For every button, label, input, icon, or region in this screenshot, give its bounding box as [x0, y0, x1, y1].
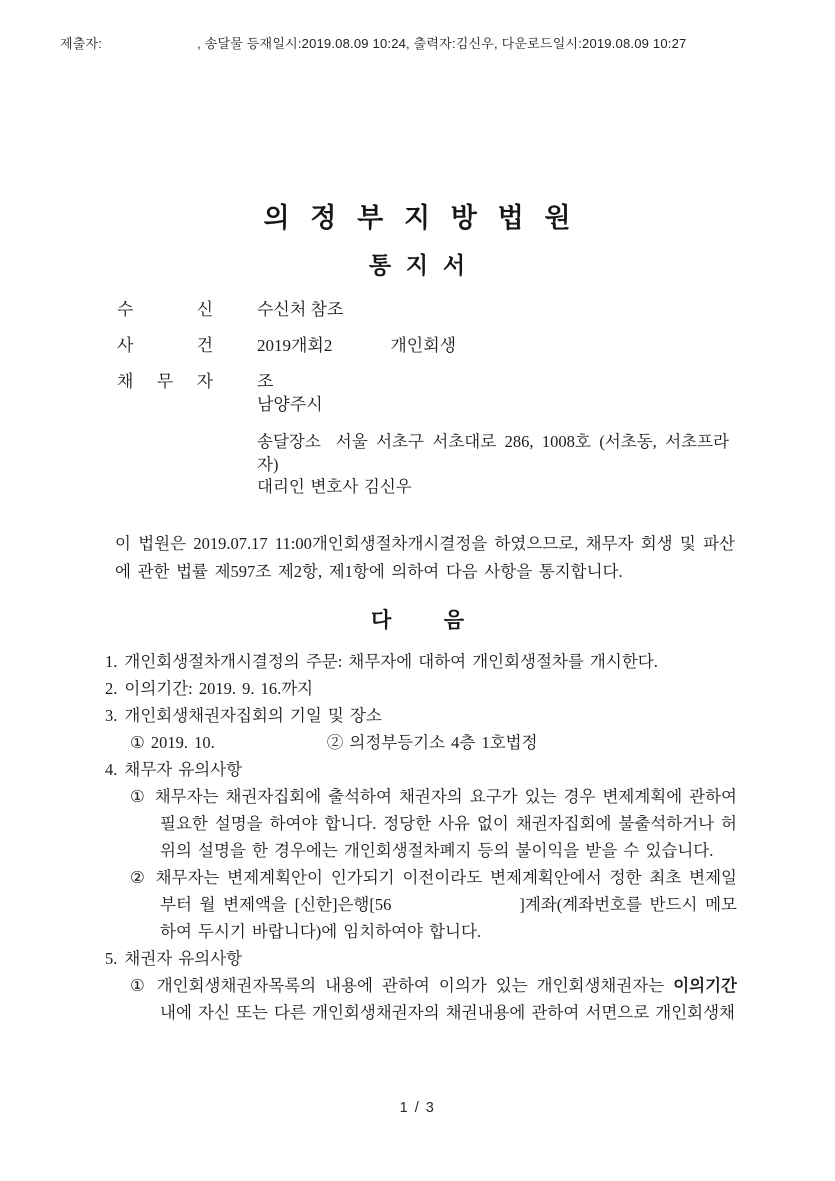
recipient-value: 수신처 참조 [257, 300, 344, 319]
notice-item-4-sub-2 [105, 864, 737, 945]
delivery-address-block [257, 431, 729, 499]
item-4-sub-2-text-after: ]계좌(계좌번호를 반드시 메모하여 두시기 바랍니다)에 임치하여야 합니다. [160, 895, 737, 941]
item-5-number: 5. [105, 949, 118, 968]
item-1-text: 개인회생절차개시결정의 주문: 채무자에 대하여 개인회생절차를 개시한다. [124, 652, 658, 671]
item-5-sub-1-marker: ① [130, 976, 148, 995]
objection-period-emphasis: 이의기간 [673, 976, 737, 995]
item-4-sub-2-text-before: 채무자는 변제계획안이 인가되기 이전이라도 변제계획안에서 정한 최초 변제일부터 월 변제액을 [신한]은행[56 [155, 868, 737, 914]
notice-item-4-sub-1 [105, 783, 737, 864]
delivery-place-label: 송달장소 [257, 432, 321, 451]
item-5-text: 채권자 유의사항 [124, 949, 243, 968]
item-3-number: 3. [105, 706, 118, 725]
notice-item-5-sub-1 [105, 972, 737, 1026]
meeting-place: ② 의정부등기소 4층 1호법정 [326, 733, 538, 752]
document-type-title: 통 지 서 [368, 253, 467, 278]
case-number: 2019개회2 [257, 336, 333, 355]
submitter-label: 제출자: [60, 36, 103, 51]
case-label: 사 건 [117, 336, 213, 355]
item-5-sub-1-text-before: 개인회생채권자목록의 내용에 관하여 이의가 있는 개인회생채권자는 [156, 976, 674, 995]
item-4-sub-1-text: 채무자는 채권자집회에 출석하여 채권자의 요구가 있는 경우 변제계획에 관하여 필요한 설명을 하여야 합니다. 정당한 사유 없이 채권자집회에 불출석하거나 허위의 설명을 한 경우에는 개인회생절차폐지 등의 불이익을 받을 수 있습니다. [154, 787, 737, 860]
case-row [117, 335, 456, 358]
notice-items-list [105, 648, 737, 1026]
item-4-sub-2-marker: ② [130, 868, 147, 887]
debtor-label: 채 무 자 [117, 372, 213, 391]
notice-item-4 [105, 756, 737, 783]
attorney-line: 대리인 변호사 김신우 [257, 477, 412, 496]
notice-item-2 [105, 675, 737, 702]
notice-item-5 [105, 945, 737, 972]
recipient-label: 수 신 [117, 300, 213, 319]
debtor-row [117, 371, 323, 416]
item-3-text: 개인회생채권자집회의 기일 및 장소 [124, 706, 382, 725]
case-type: 개인회생 [390, 336, 457, 355]
item-2-text: 이의기간: 2019. 9. 16.까지 [124, 679, 314, 698]
item-4-text: 채무자 유의사항 [124, 760, 243, 779]
delivery-address: 서울 서초구 서초대로 286, 1008호 (서초동, 서초프라자) [257, 432, 729, 474]
notice-intro-paragraph: 이 법원은 2019.07.17 11:00개인회생절차개시결정을 하였으므로, 채무자 회생 및 파산에 관한 법률 제597조 제2항, 제1항에 의하여 다음 사항을 통지합니다. [115, 534, 735, 581]
court-name-title: 의 정 부 지 방 법 원 [263, 203, 572, 233]
notice-item-3-sub [105, 729, 737, 756]
notice-item-1 [105, 648, 737, 675]
daeum-heading: 다 음 [370, 608, 465, 632]
item-4-sub-1-marker: ① [130, 787, 146, 806]
delivery-address-line [257, 431, 729, 476]
item-4-number: 4. [105, 760, 118, 779]
debtor-city: 남양주시 [257, 394, 323, 414]
page-number-footer: 1 / 3 [399, 1100, 436, 1116]
item-1-number: 1. [105, 652, 118, 671]
meta-timestamps: , 송달물 등재일시:2019.08.09 10:24, 출력자:김신우, 다운로드일시:2019.08.09 10:27 [197, 36, 687, 51]
item-2-number: 2. [105, 679, 118, 698]
debtor-value [257, 371, 323, 416]
item-5-sub-1-text-after: 내에 자신 또는 다른 개인회생채권자의 채권내용에 관하여 서면으로 개인회생채 [160, 1003, 735, 1022]
recipient-row [117, 299, 343, 322]
printout-meta-header [60, 33, 686, 52]
debtor-name: 조 [257, 372, 274, 391]
notice-item-3 [105, 702, 737, 729]
meeting-date: ① 2019. 10. [130, 733, 215, 752]
